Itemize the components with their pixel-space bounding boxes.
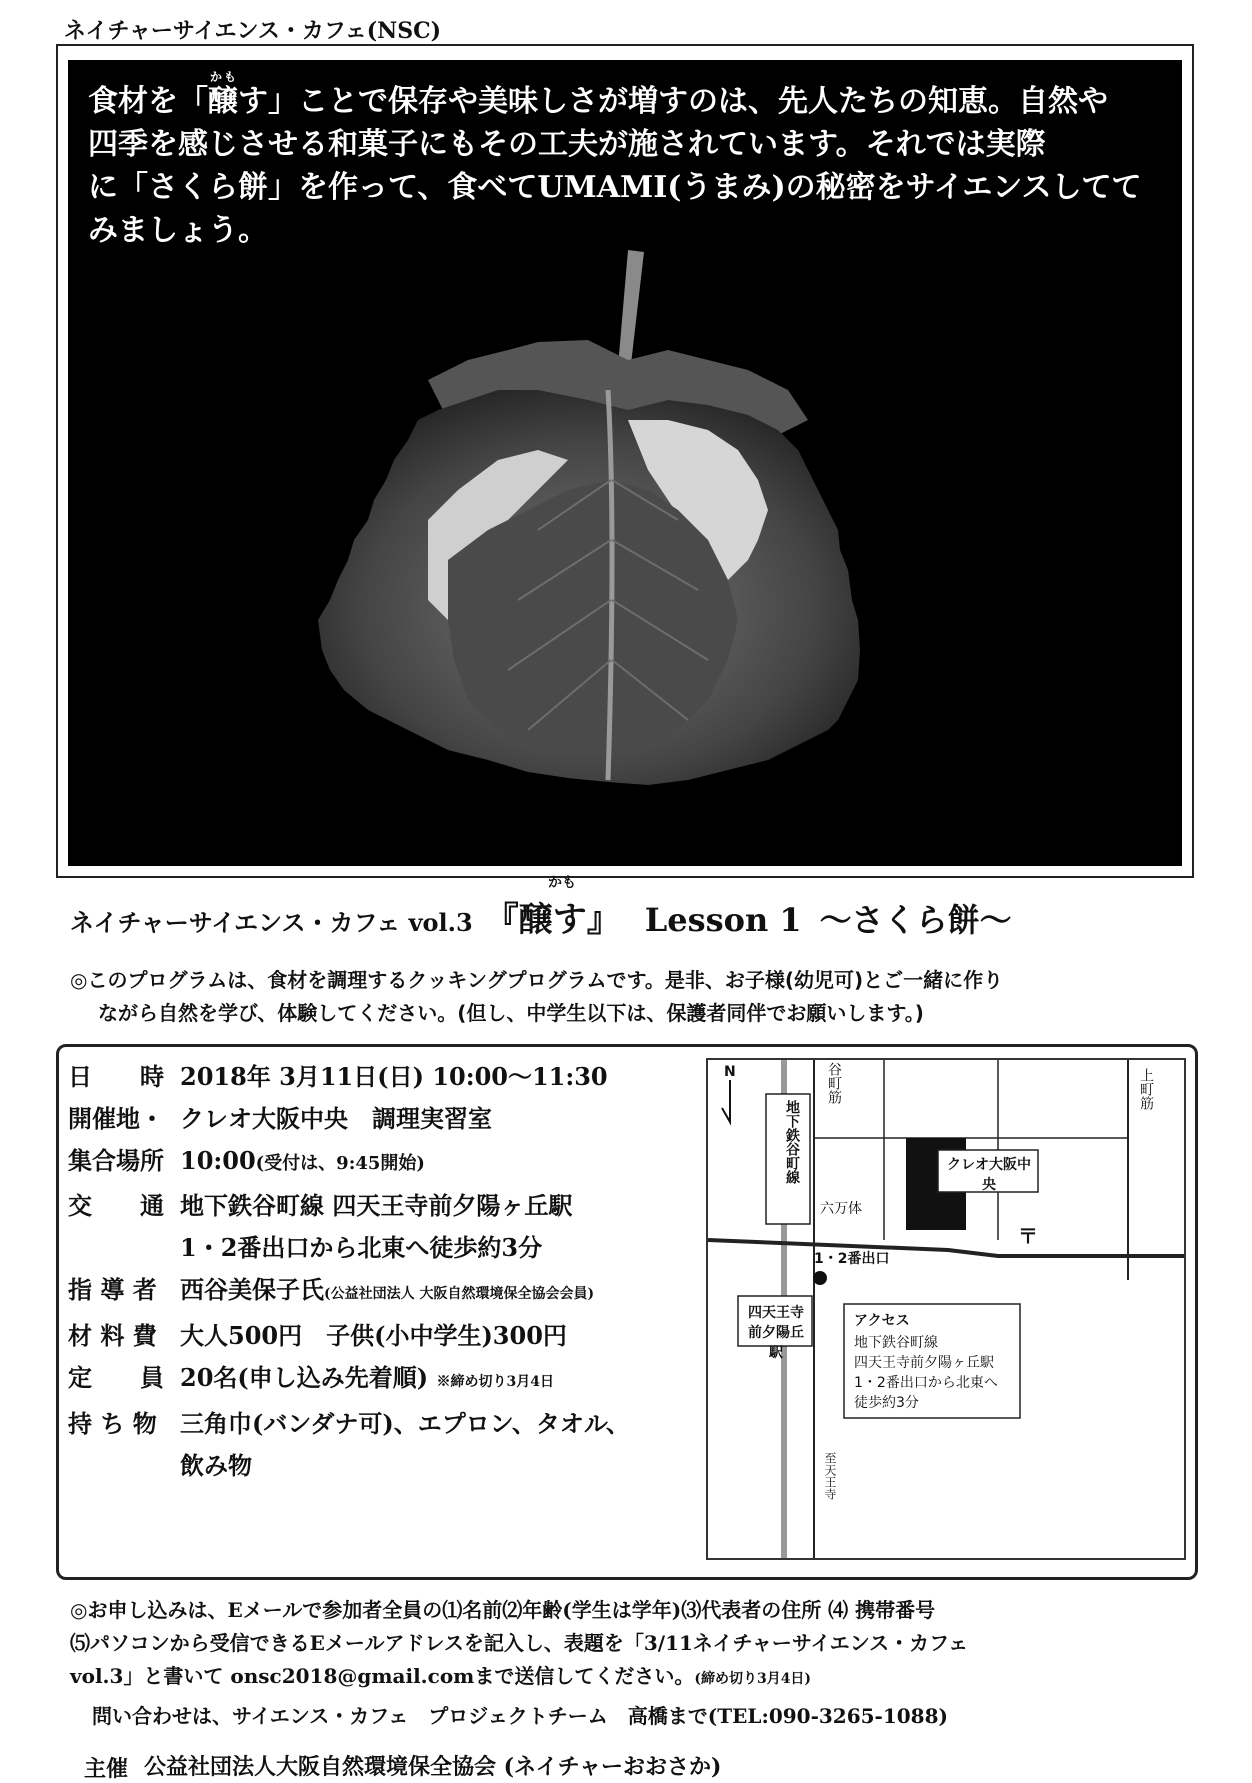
detail-label: 集合場所 — [68, 1146, 164, 1175]
title-subtitle: 〜さくら餅〜 — [819, 901, 1012, 939]
detail-row-venue — [68, 1098, 696, 1140]
detail-label: 定 員 — [68, 1363, 164, 1392]
detail-value: 三角巾(バンダナ可)、エプロン、タオル、 — [180, 1409, 630, 1438]
notice-line-1: ◎このプログラムは、食材を調理するクッキングプログラムです。是非、お子様(幼児可)とご一緒に作り — [70, 968, 1004, 992]
detail-value: 1・2番出口から北東へ徒歩約3分 — [180, 1233, 543, 1262]
access-title: アクセス — [854, 1313, 910, 1329]
apply-line-1: ◎お申し込みは、Eメールで参加者全員の⑴名前⑵年齢(学生は学年)⑶代表者の住所 ⑷ 携帯番号 — [70, 1598, 936, 1622]
station-label: 四天王寺前夕陽丘駅 — [748, 1305, 804, 1361]
apply-line-3 — [70, 1660, 1200, 1696]
rokumantai-label: 六万体 — [820, 1201, 862, 1217]
apply-deadline: (締め切り3月4日) — [694, 1671, 812, 1687]
access-line: 四天王寺前夕陽ヶ丘駅 — [854, 1355, 994, 1371]
title-lesson: Lesson 1 — [644, 901, 802, 939]
detail-label: 交 通 — [68, 1191, 164, 1220]
capacity-value: 20名(申し込み先着順) — [180, 1363, 429, 1392]
detail-label: 日 時 — [68, 1062, 164, 1091]
detail-row-access — [68, 1185, 696, 1227]
notice-line-2: ながら自然を学び、体験してください。(但し、中学生以下は、保護者同伴でお願いします。) — [98, 1001, 924, 1025]
subway-line-label: 地下鉄谷町線 — [784, 1100, 800, 1184]
detail-row-capacity — [68, 1357, 696, 1403]
detail-value — [180, 1269, 696, 1315]
north-label: N — [724, 1064, 736, 1080]
instructor-name: 西谷美保子氏 — [180, 1275, 324, 1304]
hero-photo — [68, 60, 1182, 866]
detail-value: クレオ大阪中央 調理実習室 — [180, 1104, 492, 1133]
detail-row-instructor — [68, 1269, 696, 1315]
detail-value: 大人500円 子供(小中学生)300円 — [180, 1321, 567, 1350]
detail-value: 2018年 3月11日(日) 10:00〜11:30 — [180, 1062, 608, 1091]
series-name: ネイチャーサイエンス・カフェ(NSC) — [64, 18, 442, 44]
tanimachi-street-label: 谷町筋 — [826, 1062, 842, 1104]
application-instructions — [70, 1594, 1200, 1696]
program-notice — [70, 964, 1180, 1030]
intro-text — [88, 80, 1148, 252]
meeting-time: 10:00 — [180, 1146, 256, 1175]
detail-label: 開催地・ — [68, 1104, 164, 1133]
north-arrow-icon — [722, 1080, 730, 1122]
intro-line-1: 食材を「醸す」ことで保存や美味しさが増すのは、先人たちの知恵。自然や — [88, 84, 1108, 119]
apply-line-3-text: vol.3」と書いて onsc2018@gmail.comまで送信してください。 — [70, 1664, 695, 1688]
detail-row-date — [68, 1056, 696, 1098]
to-tennoji-label: 至天王寺 — [823, 1452, 837, 1500]
main-road — [708, 1240, 1184, 1256]
event-details — [68, 1056, 696, 1487]
detail-row-fee — [68, 1315, 696, 1357]
exit-label: 1・2番出口 — [814, 1251, 890, 1267]
detail-row-items — [68, 1403, 696, 1445]
title-series: ネイチャーサイエンス・カフェ vol.3 — [70, 908, 473, 937]
access-map — [706, 1058, 1186, 1560]
intro-ruby-kamo: かも — [210, 70, 239, 84]
access-line: 1・2番出口から北東へ — [854, 1375, 998, 1391]
detail-row-items-2 — [68, 1445, 696, 1487]
intro-line-3: に「さくら餅」を作って、食べてUMAMI(うまみ)の秘密をサイエンスしてて — [88, 170, 1142, 205]
detail-value — [180, 1357, 696, 1403]
detail-label: 持 ち 物 — [68, 1409, 157, 1438]
contact-info: 問い合わせは、サイエンス・カフェ プロジェクトチーム 高橋まで(TEL:090-3265-1088) — [92, 1704, 948, 1728]
organizer-name: 公益社団法人大阪自然環境保全協会 (ネイチャーおおさか) — [144, 1754, 722, 1780]
title-ruby: かも — [548, 875, 576, 891]
post-office-icon: 〒 — [1018, 1224, 1038, 1248]
intro-line-2: 四季を感じさせる和菓子にもその工夫が施されています。それでは実際 — [88, 127, 1046, 162]
apply-line-2: ⑸パソコンから受信できるEメールアドレスを記入し、表題を「3/11ネイチャーサイエンス・カフェ — [70, 1631, 969, 1655]
event-title — [70, 892, 1240, 941]
title-main: 『醸す』 — [484, 900, 621, 940]
detail-label: 指 導 者 — [68, 1275, 157, 1304]
access-line: 徒歩約3分 — [854, 1395, 919, 1411]
organizer-info — [144, 1750, 721, 1781]
access-line: 地下鉄谷町線 — [854, 1335, 938, 1351]
deadline-note: ※締め切り3月4日 — [436, 1374, 554, 1390]
organizer-label: 主催 — [84, 1756, 129, 1782]
instructor-affiliation: (公益社団法人 大阪自然環境保全協会会員) — [324, 1286, 595, 1302]
detail-label: 材 料 費 — [68, 1321, 157, 1350]
uemachi-street-label: 上町筋 — [1138, 1068, 1154, 1110]
meeting-note: (受付は、9:45開始) — [255, 1153, 425, 1174]
detail-value — [180, 1140, 696, 1185]
venue-label: クレオ大阪中央 — [947, 1157, 1031, 1193]
detail-value: 地下鉄谷町線 四天王寺前夕陽ヶ丘駅 — [180, 1191, 573, 1220]
detail-value: 飲み物 — [180, 1451, 252, 1480]
detail-row-access-2 — [68, 1227, 696, 1269]
exit-marker — [813, 1271, 827, 1285]
intro-line-4: みましょう。 — [88, 213, 268, 248]
detail-row-meeting — [68, 1140, 696, 1185]
